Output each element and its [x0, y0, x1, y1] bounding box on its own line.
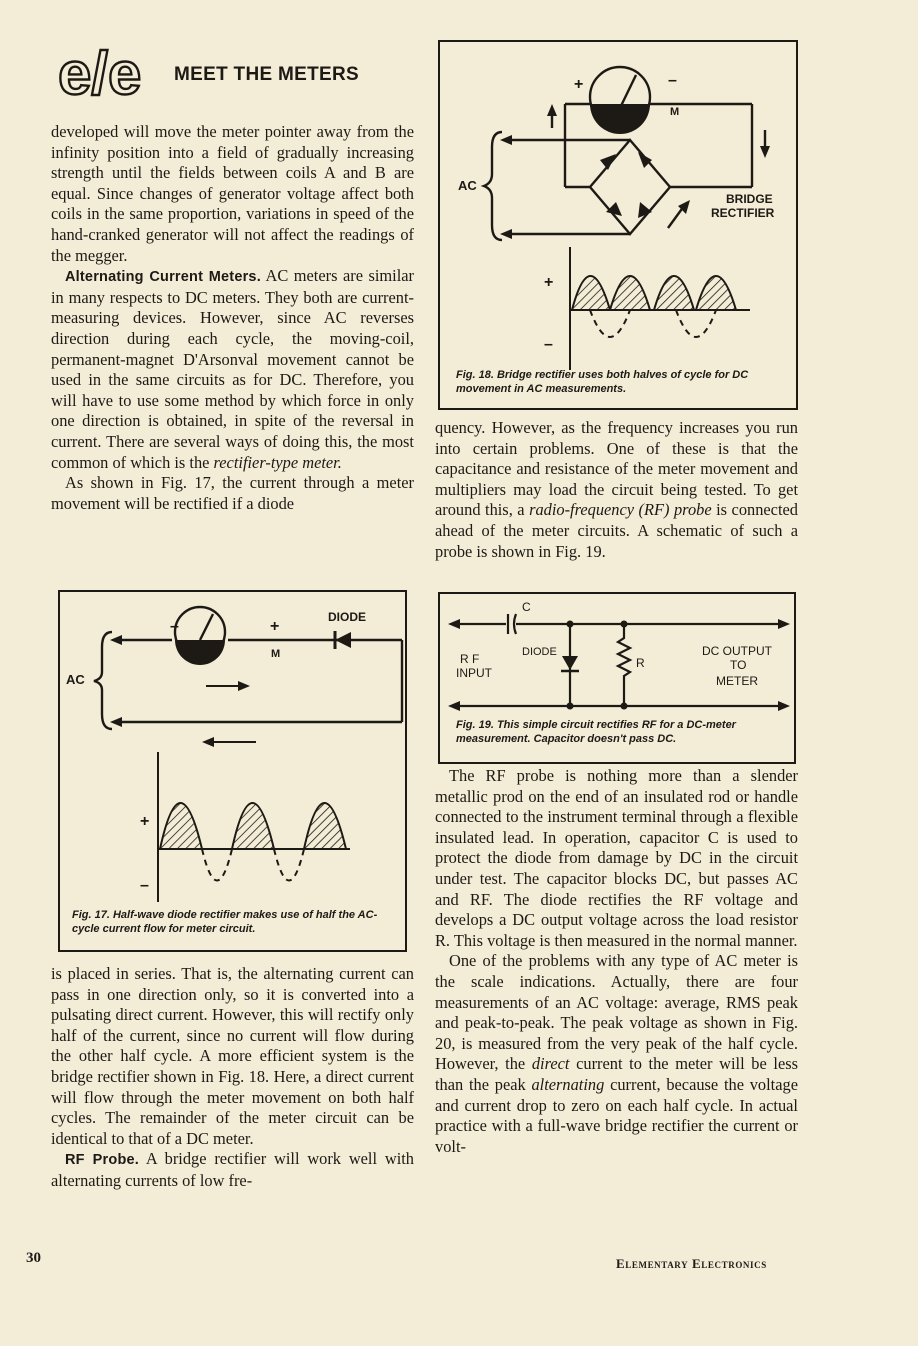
paragraph	[435, 418, 798, 562]
figure-19	[438, 592, 796, 764]
page-number: 30	[26, 1250, 41, 1266]
page-title: MEET THE METERS	[174, 64, 360, 85]
fig17-schematic	[60, 592, 405, 902]
text: A bridge rectifier will work well with alternating currents of low fre-	[51, 1149, 414, 1190]
text: One of the problems with any type of AC meter is the scale indications. Actually, there are four measurements of an AC voltage: average, RMS peak and peak-to-peak. The peak voltage as shown in Fig. 20, is measured from the very peak of the half cycle. However, the	[435, 951, 798, 1074]
fig18-bridge-label: BRIDGE	[726, 192, 773, 206]
fig18-meter-label: M	[670, 106, 680, 118]
emphasis: direct	[531, 1054, 570, 1074]
fig17-wave-plus: +	[140, 813, 150, 830]
fig18-wave-plus: +	[544, 274, 554, 291]
paragraph: The RF probe is nothing more than a slender metallic prod on the end of an insulated rod or handle connected to the instrument terminal through a flexible insulated lead. In operation, capacitor C is used to protect the diode from damage by DC in the circuit under test. The capacitor blocks DC, but passes AC and RF. The diode rectifies the RF voltage and develops a DC output voltage across the load resistor R. This voltage is then measured in the normal manner.	[435, 766, 798, 950]
run-in-heading: Alternating Current Meters.	[65, 269, 261, 286]
logo-text: e/e	[58, 44, 142, 104]
paragraph	[435, 951, 798, 1157]
fig19-dc-output-label: DC OUTPUT	[702, 644, 772, 658]
fig19-resistor-label: R	[636, 656, 645, 670]
left-column-bottom	[51, 964, 414, 1192]
right-column-bottom	[435, 766, 798, 1157]
fig17-caption: Fig. 17. Half-wave diode rectifier makes use of half the AC-cycle current flow for meter circuit.	[72, 909, 378, 935]
fig18-rectifier-label: RECTIFIER	[711, 206, 775, 220]
right-column-top	[435, 418, 798, 562]
publication-name: Elementary Electronics	[616, 1256, 767, 1271]
fig17-ac-label: AC	[66, 672, 85, 687]
fig17-minus: –	[170, 618, 179, 635]
text: AC meters are similar in many respects to DC meters. They both are current-measuring devices. However, since AC reverses direction during each cycle, the moving-coil, permanent-magnet D'Arsonval movement cannot be used in the same circuits as for DC. Therefore, you will have to use some method by which force in only one direction is obtained, in spite of the reversal in current. There are several ways of doing this, the most common of which is the	[51, 266, 414, 472]
fig19-caption: Fig. 19. This simple circuit rectifies RF for a DC-meter measurement. Capacitor doesn't pass DC.	[456, 719, 736, 745]
fig19-meter-label: METER	[716, 674, 758, 688]
fig18-minus: –	[668, 72, 677, 89]
paragraph: developed will move the meter pointer away from the infinity position into a field of gradually increasing strength until the fields between coils A and B are equal. Since changes of generator voltage affect both coils in the same proportion, variations in speed of the hand-cranked generator will not affect the readings of the megger.	[51, 122, 414, 265]
emphasis: rectifier-type meter.	[213, 452, 342, 472]
fig19-to-label: TO	[730, 658, 747, 672]
fig17-wave-minus: –	[140, 877, 149, 894]
fig18-wave-minus: –	[544, 336, 553, 353]
text: is connected ahead of the meter circuits. A schematic of such a probe is shown in Fig. 19.	[435, 500, 798, 561]
text: current, because the voltage and current drop to zero on each half cycle. In actual practice with a full-wave bridge rectifier the current or volt-	[435, 1074, 798, 1156]
run-in-heading: RF Probe.	[65, 1152, 139, 1169]
fig19-input-label: INPUT	[456, 666, 492, 680]
fig19-diode-label: DIODE	[522, 646, 557, 658]
paragraph	[51, 1149, 414, 1191]
text: current to the meter will be less than the peak	[435, 1054, 799, 1094]
left-column-top	[51, 122, 414, 514]
fig17-diode-label: DIODE	[328, 610, 367, 624]
text: quency. However, as the frequency increases you run into certain problems. One of these is that the capacitance and resistance of the meter movement and multipliers may load the circuit being tested. To get around this, a	[435, 418, 798, 520]
figure-17	[58, 590, 407, 952]
fig18-ac-label: AC	[458, 178, 477, 193]
paragraph: As shown in Fig. 17, the current through a meter movement will be rectified if a diode	[51, 473, 414, 513]
header	[58, 44, 418, 104]
fig17-meter-label: M	[271, 648, 281, 660]
fig18-plus: +	[574, 76, 584, 93]
fig18-caption: Fig. 18. Bridge rectifier uses both halves of cycle for DC movement in AC measurements.	[456, 369, 749, 395]
emphasis: radio-frequency (RF) probe	[529, 500, 712, 520]
emphasis: alternating	[531, 1074, 605, 1094]
fig19-capacitor-label: C	[522, 600, 531, 614]
paragraph: is placed in series. That is, the alternating current can pass in one direction only, so it is converted into a pulsating direct current. However, this will rectify only half of the current, since no current will flow during the other half cycle. A more efficient system is the bridge rectifier shown in Fig. 18. Here, a direct current will flow through the meter movement on both half cycles. The remainder of the meter circuit can be identical to that of a DC meter.	[51, 964, 414, 1148]
figure-18	[438, 40, 798, 410]
fig17-plus: +	[270, 618, 280, 635]
ee-logo	[58, 44, 170, 104]
fig19-rf-label: R F	[460, 652, 480, 666]
paragraph	[51, 266, 414, 473]
